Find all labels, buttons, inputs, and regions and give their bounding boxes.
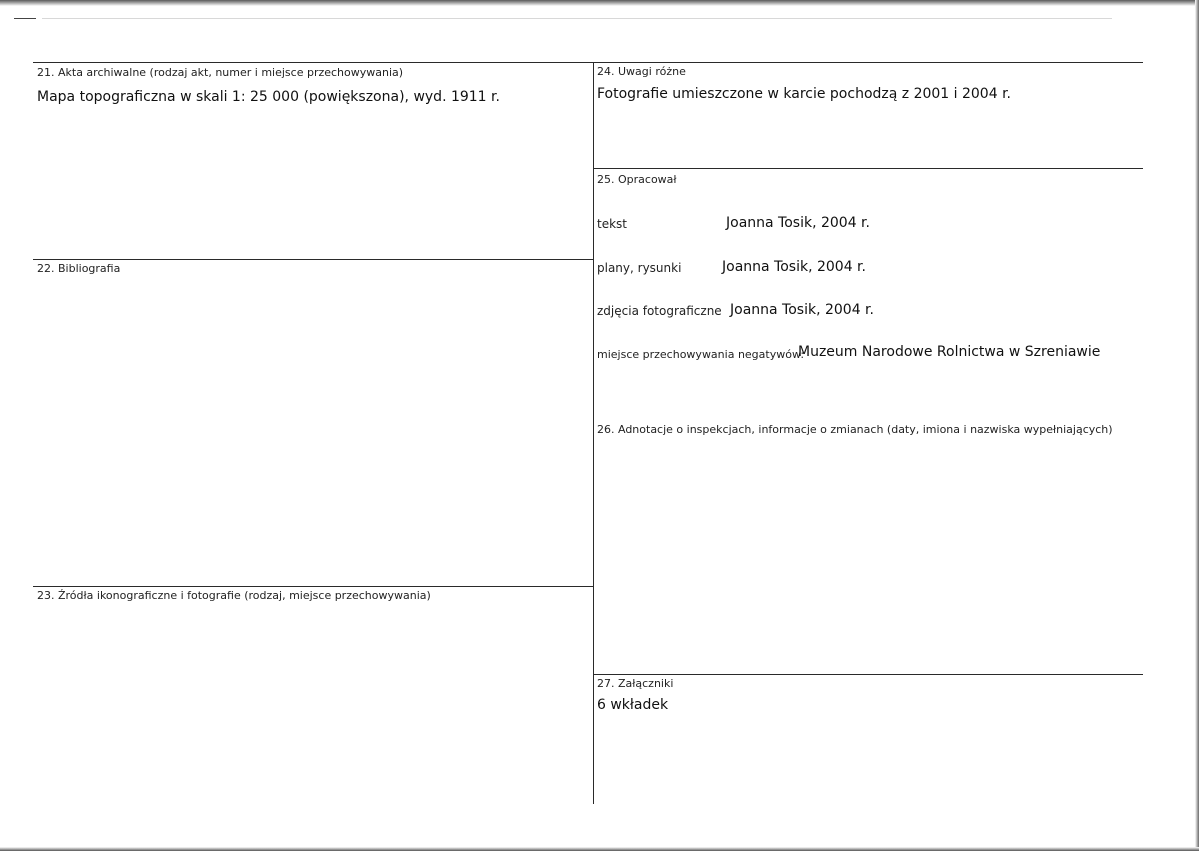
field-24-label: 24. Uwagi różne <box>597 65 686 78</box>
field-24-value: Fotografie umieszczone w karcie pochodzą z 2001 i 2004 r. <box>597 86 1011 102</box>
field-25-zdjecia-label: zdjęcia fotograficzne <box>597 304 722 318</box>
scan-edge-bottom <box>0 847 1199 851</box>
rule-left-22-23 <box>33 586 593 587</box>
field-27-value: 6 wkładek <box>597 697 669 713</box>
rule-right-24-25 <box>593 168 1143 169</box>
rule-right-26-27 <box>593 674 1143 675</box>
rule-top <box>33 62 1143 63</box>
scan-edge-right <box>1195 0 1199 851</box>
field-25-tekst-value: Joanna Tosik, 2004 r. <box>726 215 870 231</box>
field-25-zdjecia-value: Joanna Tosik, 2004 r. <box>730 302 874 318</box>
rule-left-21-22 <box>33 259 593 260</box>
scan-mark <box>14 18 36 19</box>
field-25-negatywy-value: Muzeum Narodowe Rolnictwa w Szreniawie <box>798 344 1101 360</box>
field-25-tekst-label: tekst <box>597 217 627 231</box>
field-25-label: 25. Opracował <box>597 173 677 186</box>
field-21-value: Mapa topograficzna w skali 1: 25 000 (powiększona), wyd. 1911 r. <box>37 89 500 105</box>
field-25-negatywy-label: miejsce przechowywania negatywów: <box>597 348 805 361</box>
scan-edge-top <box>0 0 1199 6</box>
rule-column-divider <box>593 62 594 804</box>
field-27-label: 27. Załączniki <box>597 677 674 690</box>
field-25-plany-label: plany, rysunki <box>597 261 682 275</box>
faint-top-line <box>42 18 1112 19</box>
field-26-label: 26. Adnotacje o inspekcjach, informacje o zmianach (daty, imiona i nazwiska wypełniających) <box>597 423 1113 436</box>
field-25-plany-value: Joanna Tosik, 2004 r. <box>722 259 866 275</box>
field-23-label: 23. Źródła ikonograficzne i fotografie (rodzaj, miejsce przechowywania) <box>37 589 431 602</box>
field-22-label: 22. Bibliografia <box>37 262 121 275</box>
field-21-label: 21. Akta archiwalne (rodzaj akt, numer i miejsce przechowywania) <box>37 66 404 79</box>
